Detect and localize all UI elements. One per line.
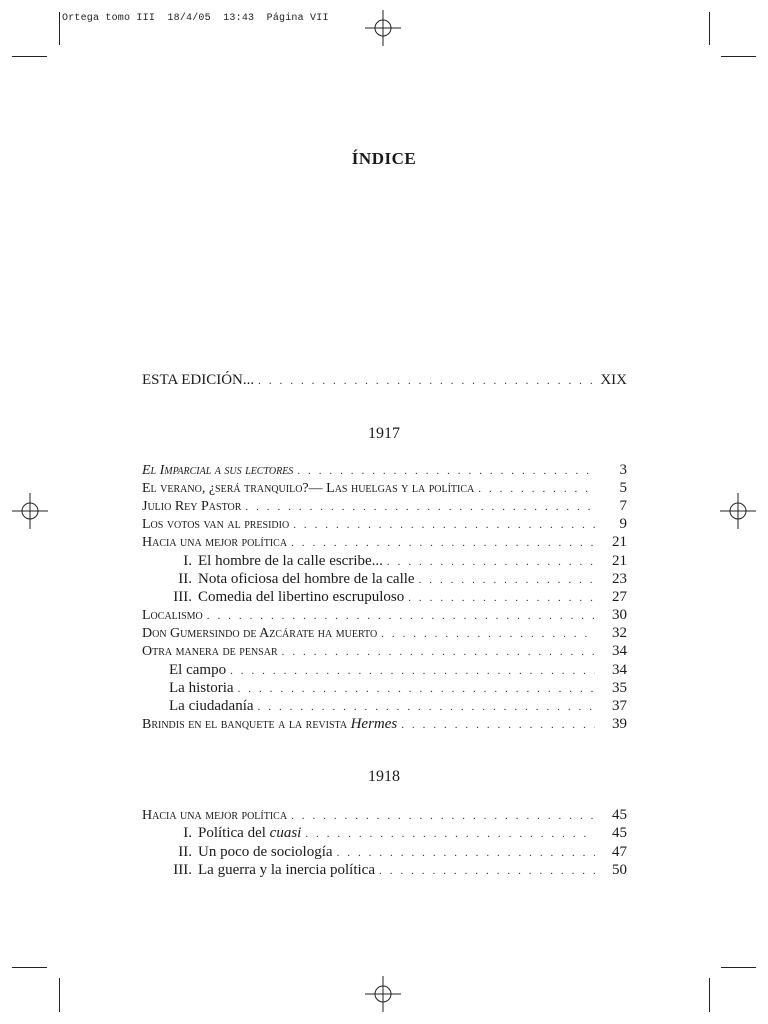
toc-entry-text: Brindis en el banquete a la revista <box>142 717 348 732</box>
dot-leader <box>293 516 595 534</box>
dot-leader <box>230 662 595 680</box>
toc-entry-page: 35 <box>612 680 627 696</box>
toc-entry-text: Un poco de sociología <box>198 844 333 860</box>
crop-mark <box>721 56 756 57</box>
toc-entry-text: Política del <box>198 825 266 841</box>
toc-entry-label <box>142 462 293 480</box>
toc-entry-label: El campo <box>169 662 227 678</box>
toc-entry-label-italic: Hermes <box>350 716 398 732</box>
toc-entry-page: 23 <box>612 571 627 587</box>
dot-leader <box>258 698 595 716</box>
toc-entry-label: Hacia una mejor política <box>142 808 288 823</box>
toc-entry-page: 37 <box>612 698 627 714</box>
toc-entry-label: Don Gumersindo de Azcárate ha muerto <box>142 626 378 641</box>
toc-entry-page: 21 <box>612 534 627 550</box>
toc-entry-page: 34 <box>612 643 627 659</box>
registration-mark-icon <box>720 493 756 529</box>
toc-entry-label: El verano, ¿será tranquilo?— Las huelgas y la política <box>142 481 475 496</box>
toc-entry-page: 9 <box>619 516 627 532</box>
toc-subentry <box>142 661 627 680</box>
toc-entry-label <box>142 861 375 879</box>
crop-mark <box>59 12 60 45</box>
toc-entry-label <box>142 588 404 606</box>
section-year: 1917 <box>368 425 400 442</box>
toc-entry <box>142 624 627 643</box>
toc-entry-label: ESTA EDICIÓN... <box>142 372 255 388</box>
toc-entry-label <box>142 552 383 570</box>
dot-leader <box>478 480 595 498</box>
crop-mark <box>12 56 47 57</box>
toc-subentry <box>142 843 627 862</box>
crop-mark <box>709 12 710 45</box>
toc-entry-numeral: III. <box>173 862 192 878</box>
dot-leader <box>207 607 595 625</box>
toc-subentry <box>142 570 627 589</box>
toc-subentry <box>142 588 627 607</box>
toc-entry-label: La ciudadanía <box>169 698 254 714</box>
toc-entry <box>142 642 627 661</box>
toc-entry-page: 50 <box>612 862 627 878</box>
dot-leader <box>245 498 595 516</box>
dot-leader <box>379 862 595 880</box>
toc-entry-edition <box>142 371 627 390</box>
toc-entry-label <box>142 843 333 861</box>
toc-entry-page: 7 <box>619 498 627 514</box>
toc-entry-page: 21 <box>612 553 627 569</box>
crop-mark <box>12 967 47 968</box>
toc-entry-label <box>142 715 397 734</box>
toc-entry-page: 45 <box>612 825 627 841</box>
toc-entry-label: Hacia una mejor política <box>142 535 288 550</box>
dot-leader <box>305 825 595 843</box>
toc-entry <box>142 715 627 734</box>
toc-entry-label: Localismo <box>142 608 203 623</box>
toc-entry-text: La guerra y la inercia política <box>198 862 375 878</box>
toc-subentry <box>142 697 627 716</box>
print-slug: Ortega tomo III 18/4/05 13:43 Página VII <box>62 13 329 24</box>
toc-entry <box>142 606 627 625</box>
toc-entry-text: Comedia del libertino escrupuloso <box>198 589 405 605</box>
toc-entry-label-italic: cuasi <box>269 825 302 841</box>
toc-entry <box>142 497 627 516</box>
toc-entry-numeral: III. <box>173 589 192 605</box>
dot-leader <box>297 462 595 480</box>
toc-entry-page: 39 <box>612 716 627 732</box>
dot-leader <box>282 643 595 661</box>
crop-mark <box>721 967 756 968</box>
toc-entry-page: 5 <box>619 480 627 496</box>
toc-subentry <box>142 824 627 843</box>
dot-leader <box>291 534 595 552</box>
toc-entry-label: Los votos van al presidio <box>142 517 290 532</box>
dot-leader <box>291 807 595 825</box>
toc-entry-page: 34 <box>612 662 627 678</box>
toc-entry-label <box>142 824 301 842</box>
toc-subentry <box>142 861 627 880</box>
toc-entry-page: XIX <box>600 372 627 388</box>
toc-entry-page: 32 <box>612 625 627 641</box>
dot-leader <box>258 372 595 390</box>
toc-entry <box>142 461 627 480</box>
toc-entry <box>142 806 627 825</box>
toc-entry-label: Julio Rey Pastor <box>142 499 242 514</box>
toc-entry-text: El hombre de la calle escribe... <box>198 553 383 569</box>
registration-mark-icon <box>12 493 48 529</box>
page-title: ÍNDICE <box>351 149 417 168</box>
toc-entry-numeral: I. <box>183 553 192 569</box>
dot-leader <box>401 716 595 734</box>
dot-leader <box>408 589 595 607</box>
registration-mark-icon <box>365 10 401 46</box>
toc-entry-page: 30 <box>612 607 627 623</box>
toc-entry-label: La historia <box>169 680 234 696</box>
dot-leader <box>337 844 595 862</box>
crop-mark <box>709 978 710 1012</box>
toc-entry-label <box>142 570 415 588</box>
registration-mark-icon <box>365 976 401 1012</box>
dot-leader <box>419 571 595 589</box>
toc-entry <box>142 533 627 552</box>
toc-entry <box>142 515 627 534</box>
toc-entry-page: 27 <box>612 589 627 605</box>
toc-entry-label: Otra manera de pensar <box>142 644 278 659</box>
toc-entry-label-italic: El Imparcial a sus lectores <box>142 463 294 478</box>
dot-leader <box>381 625 595 643</box>
toc-entry-page: 3 <box>619 462 627 478</box>
dot-leader <box>238 680 595 698</box>
toc-entry-text: Nota oficiosa del hombre de la calle <box>198 571 415 587</box>
crop-mark <box>59 978 60 1012</box>
toc-subentry <box>142 679 627 698</box>
toc-subentry <box>142 552 627 571</box>
section-year: 1918 <box>368 768 400 785</box>
toc-entry-numeral: II. <box>178 844 192 860</box>
toc-entry-numeral: I. <box>183 825 192 841</box>
toc-entry-page: 45 <box>612 807 627 823</box>
toc-entry <box>142 479 627 498</box>
toc-entry-page: 47 <box>612 844 627 860</box>
toc-entry-numeral: II. <box>178 571 192 587</box>
dot-leader <box>387 553 595 571</box>
